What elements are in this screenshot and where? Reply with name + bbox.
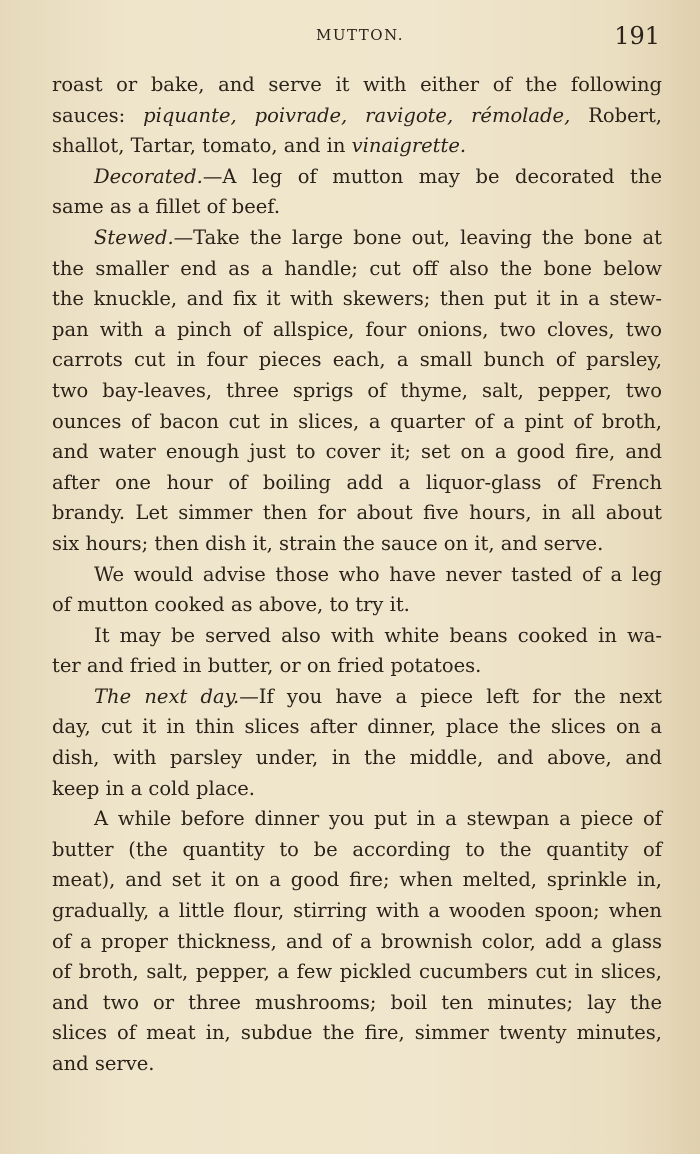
text-run: meat), and set it on a good fire; when melted, sprinkle in,	[52, 868, 662, 892]
text-run: carrots cut in four pieces each, a small bunch of parsley,	[52, 348, 662, 372]
text-line	[52, 345, 662, 376]
text-line	[52, 315, 662, 346]
text-run: butter (the quantity to be according to the quantity of	[52, 837, 662, 861]
text-line	[52, 192, 662, 223]
text-line	[52, 988, 662, 1019]
italic-run: Stewed.	[94, 225, 174, 249]
text-run: Robert,	[570, 103, 662, 127]
text-line	[52, 804, 662, 835]
text-line	[52, 621, 662, 652]
text-line	[52, 1018, 662, 1049]
text-run: shallot, Tartar, tomato, and in	[52, 134, 352, 158]
text-run: the smaller end as a handle; cut off also the bone below	[52, 256, 662, 280]
text-run: and serve.	[52, 1052, 155, 1075]
italic-run: vinaigrette.	[351, 134, 467, 158]
text-run: ounces of bacon cut in slices, a quarter of a pint of broth,	[52, 409, 662, 433]
text-run: —If you have a piece left for the next	[239, 684, 663, 708]
italic-run: The next day.	[94, 684, 240, 708]
text-line	[52, 712, 662, 743]
text-run: two bay-leaves, three sprigs of thyme, salt, pepper, two	[52, 378, 662, 402]
text-line	[52, 865, 662, 896]
text-run: roast or bake, and serve it with either of the following	[52, 73, 662, 96]
text-run: six hours; then dish it, strain the sauce on it, and serve.	[52, 531, 604, 555]
text-line	[52, 407, 662, 438]
text-run: and water enough just to cover it; set on a good fire, and	[52, 440, 662, 464]
text-run: same as a fillet of beef.	[52, 195, 281, 219]
text-line	[52, 774, 662, 805]
text-run: A while before dinner you put in a stewpan a piece of	[94, 807, 662, 831]
text-line	[52, 529, 662, 560]
running-head: MUTTON.	[316, 26, 405, 44]
text-line	[52, 835, 662, 866]
page-header	[0, 22, 700, 62]
text-run: slices of meat in, subdue the fire, simmer twenty minutes,	[52, 1021, 662, 1045]
text-line	[52, 927, 662, 958]
text-line	[52, 1049, 662, 1080]
text-run: of a proper thickness, and of a brownish color, add a glass	[52, 929, 662, 953]
page-number: 191	[614, 22, 660, 50]
text-run: —Take the large bone out, leaving the bone at	[173, 225, 662, 249]
text-line	[52, 223, 662, 254]
text-line	[52, 131, 662, 162]
text-line	[52, 682, 662, 713]
body-text	[52, 70, 662, 1080]
text-run: of broth, salt, pepper, a few pickled cucumbers cut in slices,	[52, 960, 662, 984]
text-run: gradually, a little flour, stirring with a wooden spoon; when	[52, 899, 662, 923]
text-line	[52, 376, 662, 407]
text-run: We would advise those who have never tasted of a leg	[94, 562, 662, 586]
text-line	[52, 468, 662, 499]
text-run: It may be served also with white beans cooked in wa-	[94, 623, 662, 647]
text-run: and two or three mushrooms; boil ten minutes; lay the	[52, 990, 662, 1014]
text-run: day, cut it in thin slices after dinner, place the slices on a	[52, 715, 662, 739]
text-run: dish, with parsley under, in the middle, and above, and	[52, 746, 662, 770]
text-run: keep in a cold place.	[52, 776, 255, 800]
text-line	[52, 651, 662, 682]
text-run: after one hour of boiling add a liquor-glass of French	[52, 470, 662, 494]
text-line	[52, 743, 662, 774]
text-run: —A leg of mutton may be decorated the	[202, 164, 662, 188]
italic-run: piquante, poivrade, ravigote, rémolade,	[143, 103, 571, 127]
text-line	[52, 498, 662, 529]
text-run: the knuckle, and fix it with skewers; then put it in a stew-	[52, 287, 662, 311]
text-line	[52, 70, 662, 101]
text-line	[52, 101, 662, 132]
text-run: sauces:	[52, 103, 144, 127]
text-line	[52, 284, 662, 315]
italic-run: Decorated.	[94, 164, 203, 188]
text-line	[52, 437, 662, 468]
text-line	[52, 560, 662, 591]
text-line	[52, 957, 662, 988]
text-line	[52, 896, 662, 927]
text-run: of mutton cooked as above, to try it.	[52, 593, 410, 617]
text-line	[52, 162, 662, 193]
text-run: pan with a pinch of allspice, four onions, two cloves, two	[52, 317, 662, 341]
text-run: brandy. Let simmer then for about five hours, in all about	[52, 501, 662, 525]
text-run: ter and fried in butter, or on fried potatoes.	[52, 654, 482, 678]
text-line	[52, 590, 662, 621]
text-line	[52, 254, 662, 285]
